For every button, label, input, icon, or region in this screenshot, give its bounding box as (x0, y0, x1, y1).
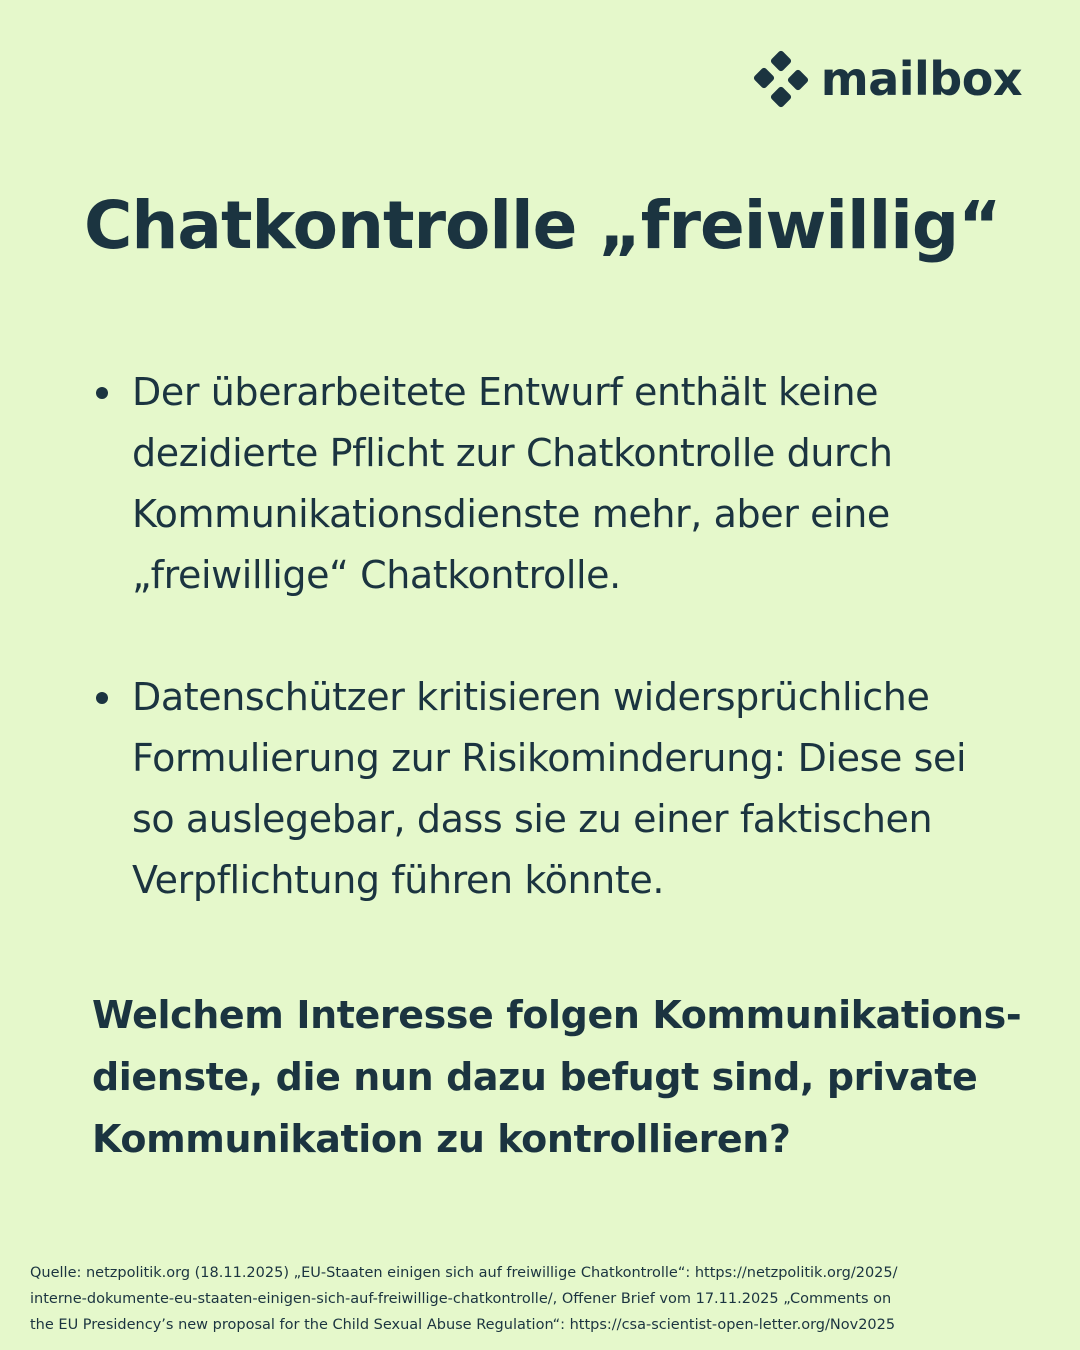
bullet-line: „freiwillige“ Chatkontrolle. (132, 553, 621, 597)
bullet-dot-icon (96, 387, 108, 399)
source-line: the EU Presidency’s new proposal for the Child Sexual Abuse Regulation“: https://csa-scientist-open-letter.org/Nov2025 (30, 1317, 896, 1333)
bullet-line: Kommunikationsdienste mehr, aber eine (132, 492, 890, 536)
source-citation (30, 1260, 1060, 1338)
brand-name: mailbox (820, 52, 1022, 106)
brand-logo (753, 50, 1022, 108)
bullet-line: Verpflichtung führen könnte. (132, 858, 665, 902)
source-line: interne-dokumente-eu-staaten-einigen-sich-auf-freiwillige-chatkontrolle/, Offener Brief vom 17.11.2025 „Comments on (30, 1291, 892, 1307)
bullet-item (92, 667, 1042, 911)
bullet-line: Der überarbeitete Entwurf enthält keine (132, 370, 879, 414)
question-line: Welchem Interesse folgen Kommunikations- (92, 993, 1022, 1037)
bullet-line: so auslegebar, dass sie zu einer faktischen (132, 797, 933, 841)
closing-question (92, 984, 1022, 1170)
bullet-line: dezidierte Pflicht zur Chatkontrolle durch (132, 431, 893, 475)
bullet-item (92, 362, 1042, 606)
bullet-dot-icon (96, 692, 108, 704)
bullet-line: Datenschützer kritisieren widersprüchliche (132, 675, 930, 719)
mailbox-logo-icon (753, 50, 811, 108)
bullet-line: Formulierung zur Risikominderung: Diese sei (132, 736, 967, 780)
source-line: Quelle: netzpolitik.org (18.11.2025) „EU-Staaten einigen sich auf freiwillige Chatkontrolle“: https://netzpolitik.org/2025/ (30, 1265, 898, 1281)
question-line: dienste, die nun dazu befugt sind, private (92, 1055, 978, 1099)
question-line: Kommunikation zu kontrollieren? (92, 1117, 791, 1161)
bullet-list (92, 362, 1042, 911)
page-title: Chatkontrolle „freiwillig“ (84, 187, 1001, 264)
